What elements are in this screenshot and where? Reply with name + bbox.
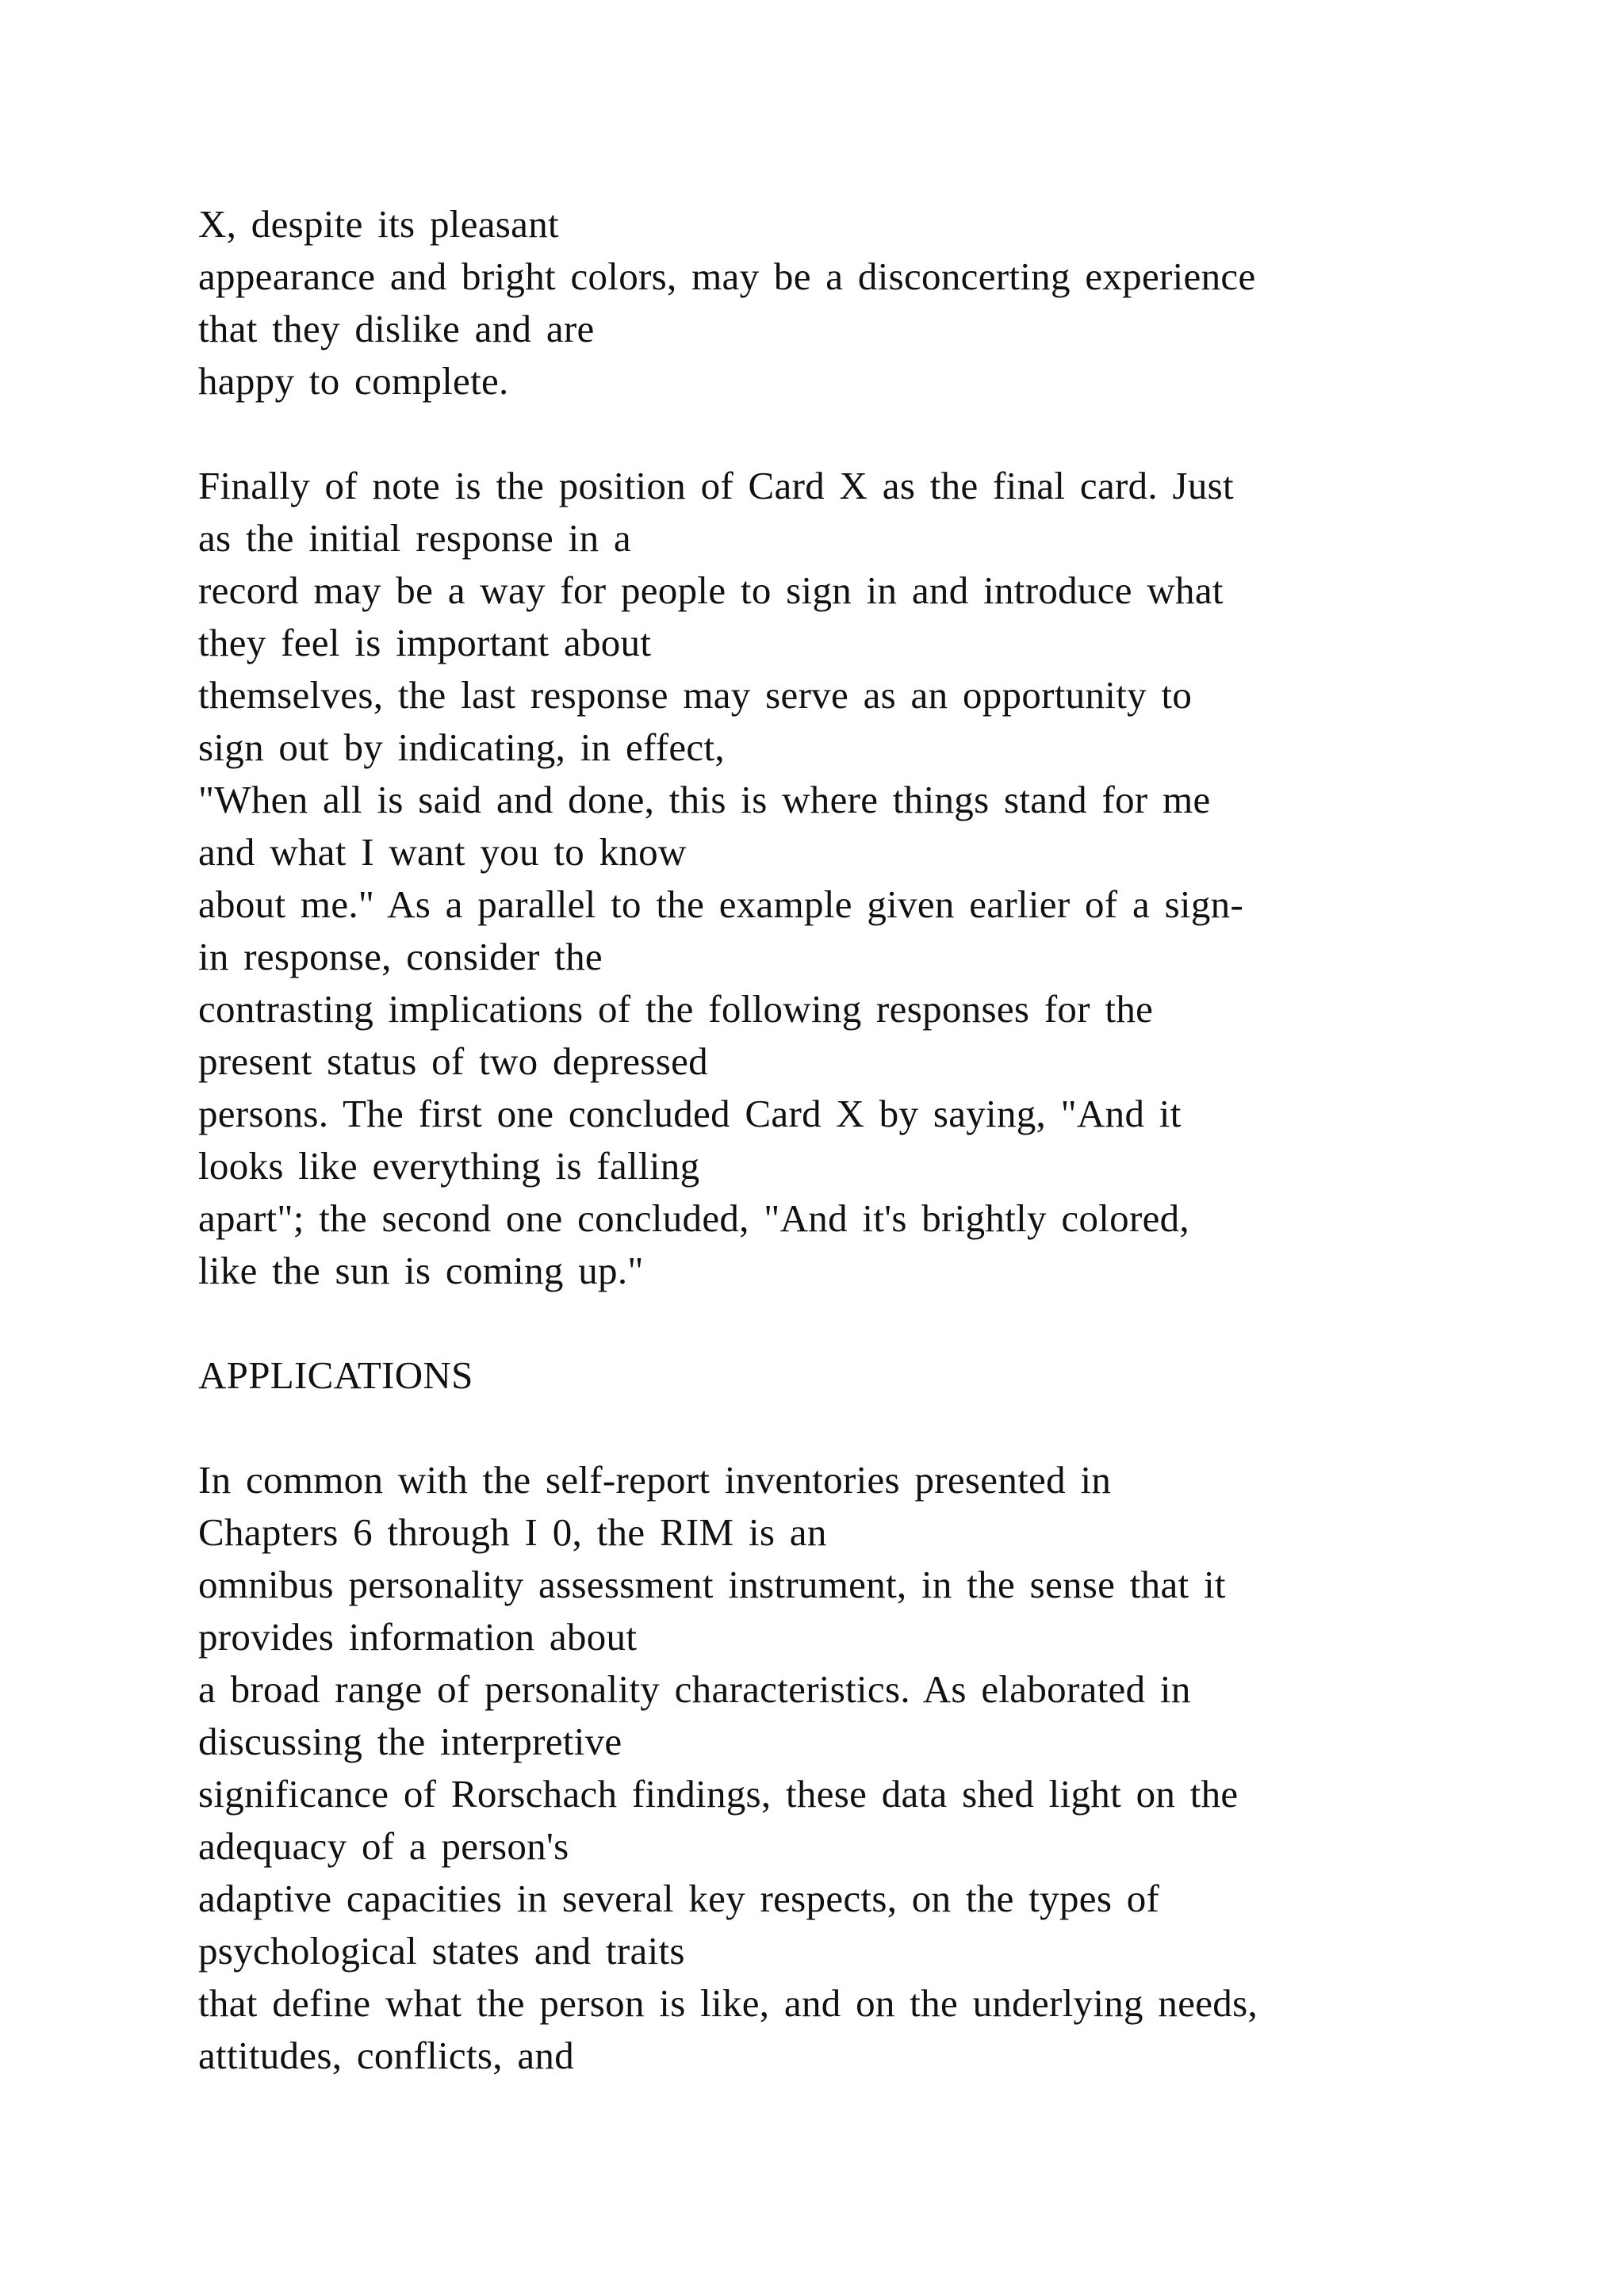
text-line: omnibus personality assessment instrument, in the sense that it <box>198 1563 1226 1606</box>
paragraph-gap <box>198 408 1451 460</box>
text-line: appearance and bright colors, may be a disconcerting experience <box>198 254 1256 298</box>
text-line: happy to complete. <box>198 359 509 403</box>
text-line: that define what the person is like, and on the underlying needs, <box>198 1981 1258 2025</box>
text-line: discussing the interpretive <box>198 1720 622 1763</box>
text-line: as the initial response in a <box>198 516 631 560</box>
text-line: "When all is said and done, this is where things stand for me <box>198 778 1211 821</box>
text-line: apart"; the second one concluded, "And it's brightly colored, <box>198 1196 1189 1240</box>
paragraph <box>198 460 1451 1297</box>
text-line: like the sun is coming up." <box>198 1249 644 1292</box>
text-line: psychological states and traits <box>198 1929 685 1973</box>
paragraph <box>198 198 1451 408</box>
text-line: that they dislike and are <box>198 307 595 350</box>
text-line: persons. The first one concluded Card X by saying, "And it <box>198 1092 1182 1135</box>
text-line: X, despite its pleasant <box>198 202 559 246</box>
text-line: sign out by indicating, in effect, <box>198 725 725 769</box>
text-line: present status of two depressed <box>198 1039 708 1083</box>
section-heading <box>198 1349 1451 1402</box>
text-line: adaptive capacities in several key respects, on the types of <box>198 1877 1160 1920</box>
text-line: themselves, the last response may serve as an opportunity to <box>198 673 1193 717</box>
text-line: and what I want you to know <box>198 830 687 874</box>
text-line: attitudes, conflicts, and <box>198 2034 574 2077</box>
text-line: record may be a way for people to sign in and introduce what <box>198 568 1224 612</box>
text-line: contrasting implications of the following responses for the <box>198 987 1154 1031</box>
paragraph <box>198 1454 1451 2082</box>
text-line: Finally of note is the position of Card X as the final card. Just <box>198 464 1234 507</box>
text-line: Chapters 6 through I 0, the RIM is an <box>198 1510 827 1554</box>
text-line: provides information about <box>198 1615 638 1659</box>
paragraph-gap <box>198 1297 1451 1349</box>
text-line: In common with the self-report inventories presented in <box>198 1458 1112 1502</box>
document-body <box>198 198 1451 2082</box>
text-line: they feel is important about <box>198 621 652 664</box>
text-line: in response, consider the <box>198 935 603 978</box>
text-line: significance of Rorschach findings, these data shed light on the <box>198 1772 1239 1816</box>
text-line: looks like everything is falling <box>198 1144 700 1188</box>
text-line: a broad range of personality characteristics. As elaborated in <box>198 1667 1191 1711</box>
text-line: adequacy of a person's <box>198 1824 569 1868</box>
paragraph-gap <box>198 1402 1451 1454</box>
text-line: about me." As a parallel to the example given earlier of a sign- <box>198 882 1244 926</box>
text-line: APPLICATIONS <box>198 1353 473 1397</box>
